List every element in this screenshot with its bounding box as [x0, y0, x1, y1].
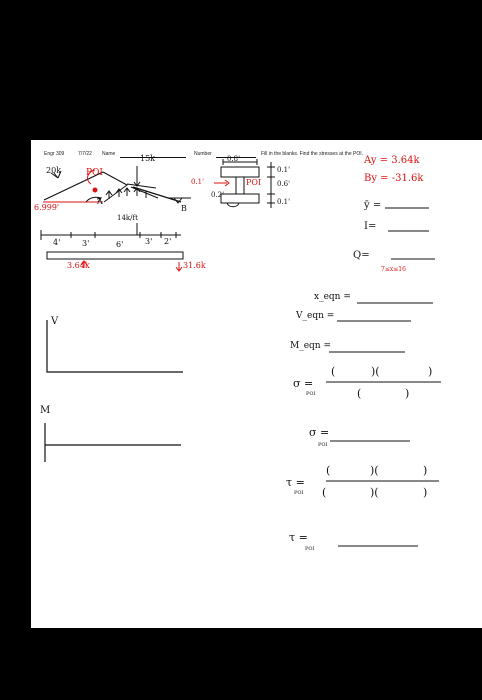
- support-b-label: B: [181, 204, 187, 213]
- tau-den-open: (: [322, 486, 327, 499]
- moment-left-label: 6.999': [34, 203, 60, 212]
- span-5-label: 2': [164, 237, 172, 246]
- sigma-paren-open: (: [331, 365, 336, 378]
- right-reaction-label: 31.6k: [183, 261, 206, 270]
- left-reaction-label: 3.64k: [67, 261, 90, 270]
- sigma-poi-sub-2: POI: [318, 442, 328, 448]
- tau-den-close: ): [423, 486, 428, 499]
- m-axis-label: M: [40, 405, 51, 416]
- number-label: Number: [194, 151, 212, 157]
- web-dim: 0.2': [211, 191, 225, 199]
- load-top-label: 15k: [140, 154, 156, 163]
- section-dim-top: 0.1': [277, 166, 291, 174]
- v-axis-label: V: [51, 316, 59, 327]
- span-3-label: 6': [116, 240, 124, 249]
- m-eqn-label: M_eqn =: [290, 341, 332, 351]
- span-4-label: 3': [145, 237, 153, 246]
- q-note: 7≤x≤16: [381, 266, 406, 273]
- ay-answer: Ay = 3.64k: [364, 155, 420, 166]
- worksheet-page: [31, 140, 482, 628]
- tau-den-mid: )(: [370, 486, 379, 499]
- section-dim-mid: 0.6': [277, 180, 291, 188]
- sigma-poi-label-2: σ =: [309, 426, 330, 439]
- span-2-label: 3': [82, 239, 90, 248]
- course-label: Engr 309: [44, 151, 65, 157]
- inertia-label: I=: [364, 221, 377, 232]
- sigma-den-open: (: [357, 387, 362, 400]
- drawing-layer: [31, 140, 482, 628]
- sigma-den-close: ): [405, 387, 410, 400]
- tau-poi-label-1: τ =: [286, 476, 305, 489]
- by-answer: By = -31.6k: [364, 173, 424, 184]
- cross-section-sketch: [214, 159, 275, 208]
- tau-paren-close: ): [423, 464, 428, 477]
- sigma-paren-close: ): [428, 365, 433, 378]
- ybar-label: ȳ =: [364, 200, 382, 211]
- instructions-text: Fill in the blanks. Find the stresses at the POI.: [261, 151, 363, 157]
- sigma-paren-mid: )(: [371, 365, 380, 378]
- sigma-poi-sub-1: POI: [306, 391, 316, 397]
- name-label: Name: [102, 151, 116, 157]
- sigma-poi-label-1: σ =: [293, 377, 314, 390]
- tau-poi-label-2: τ =: [289, 531, 308, 544]
- span-1-label: 4': [53, 238, 61, 247]
- q-label: Q=: [353, 250, 370, 261]
- poi-label: POI: [86, 168, 103, 178]
- v-eqn-label: V_eqn =: [296, 311, 335, 321]
- tau-poi-sub-1: POI: [294, 490, 304, 496]
- tau-paren-open: (: [326, 464, 331, 477]
- tau-paren-mid: )(: [370, 464, 379, 477]
- section-poi-label: POI: [246, 178, 262, 187]
- date-label: 7/7/22: [78, 151, 92, 157]
- load-left-label: 20k: [46, 166, 62, 175]
- offset-dim: 0.1': [191, 178, 205, 186]
- dist-load-label: 14k/ft: [117, 214, 138, 222]
- beam-sketch: [41, 166, 191, 240]
- support-a-label: A: [97, 197, 103, 206]
- x-eqn-label: x_eqn =: [314, 292, 351, 302]
- tau-poi-sub-2: POI: [305, 546, 315, 552]
- top-flange-dim: 0.8': [227, 155, 241, 163]
- section-dim-bot: 0.1': [277, 198, 291, 206]
